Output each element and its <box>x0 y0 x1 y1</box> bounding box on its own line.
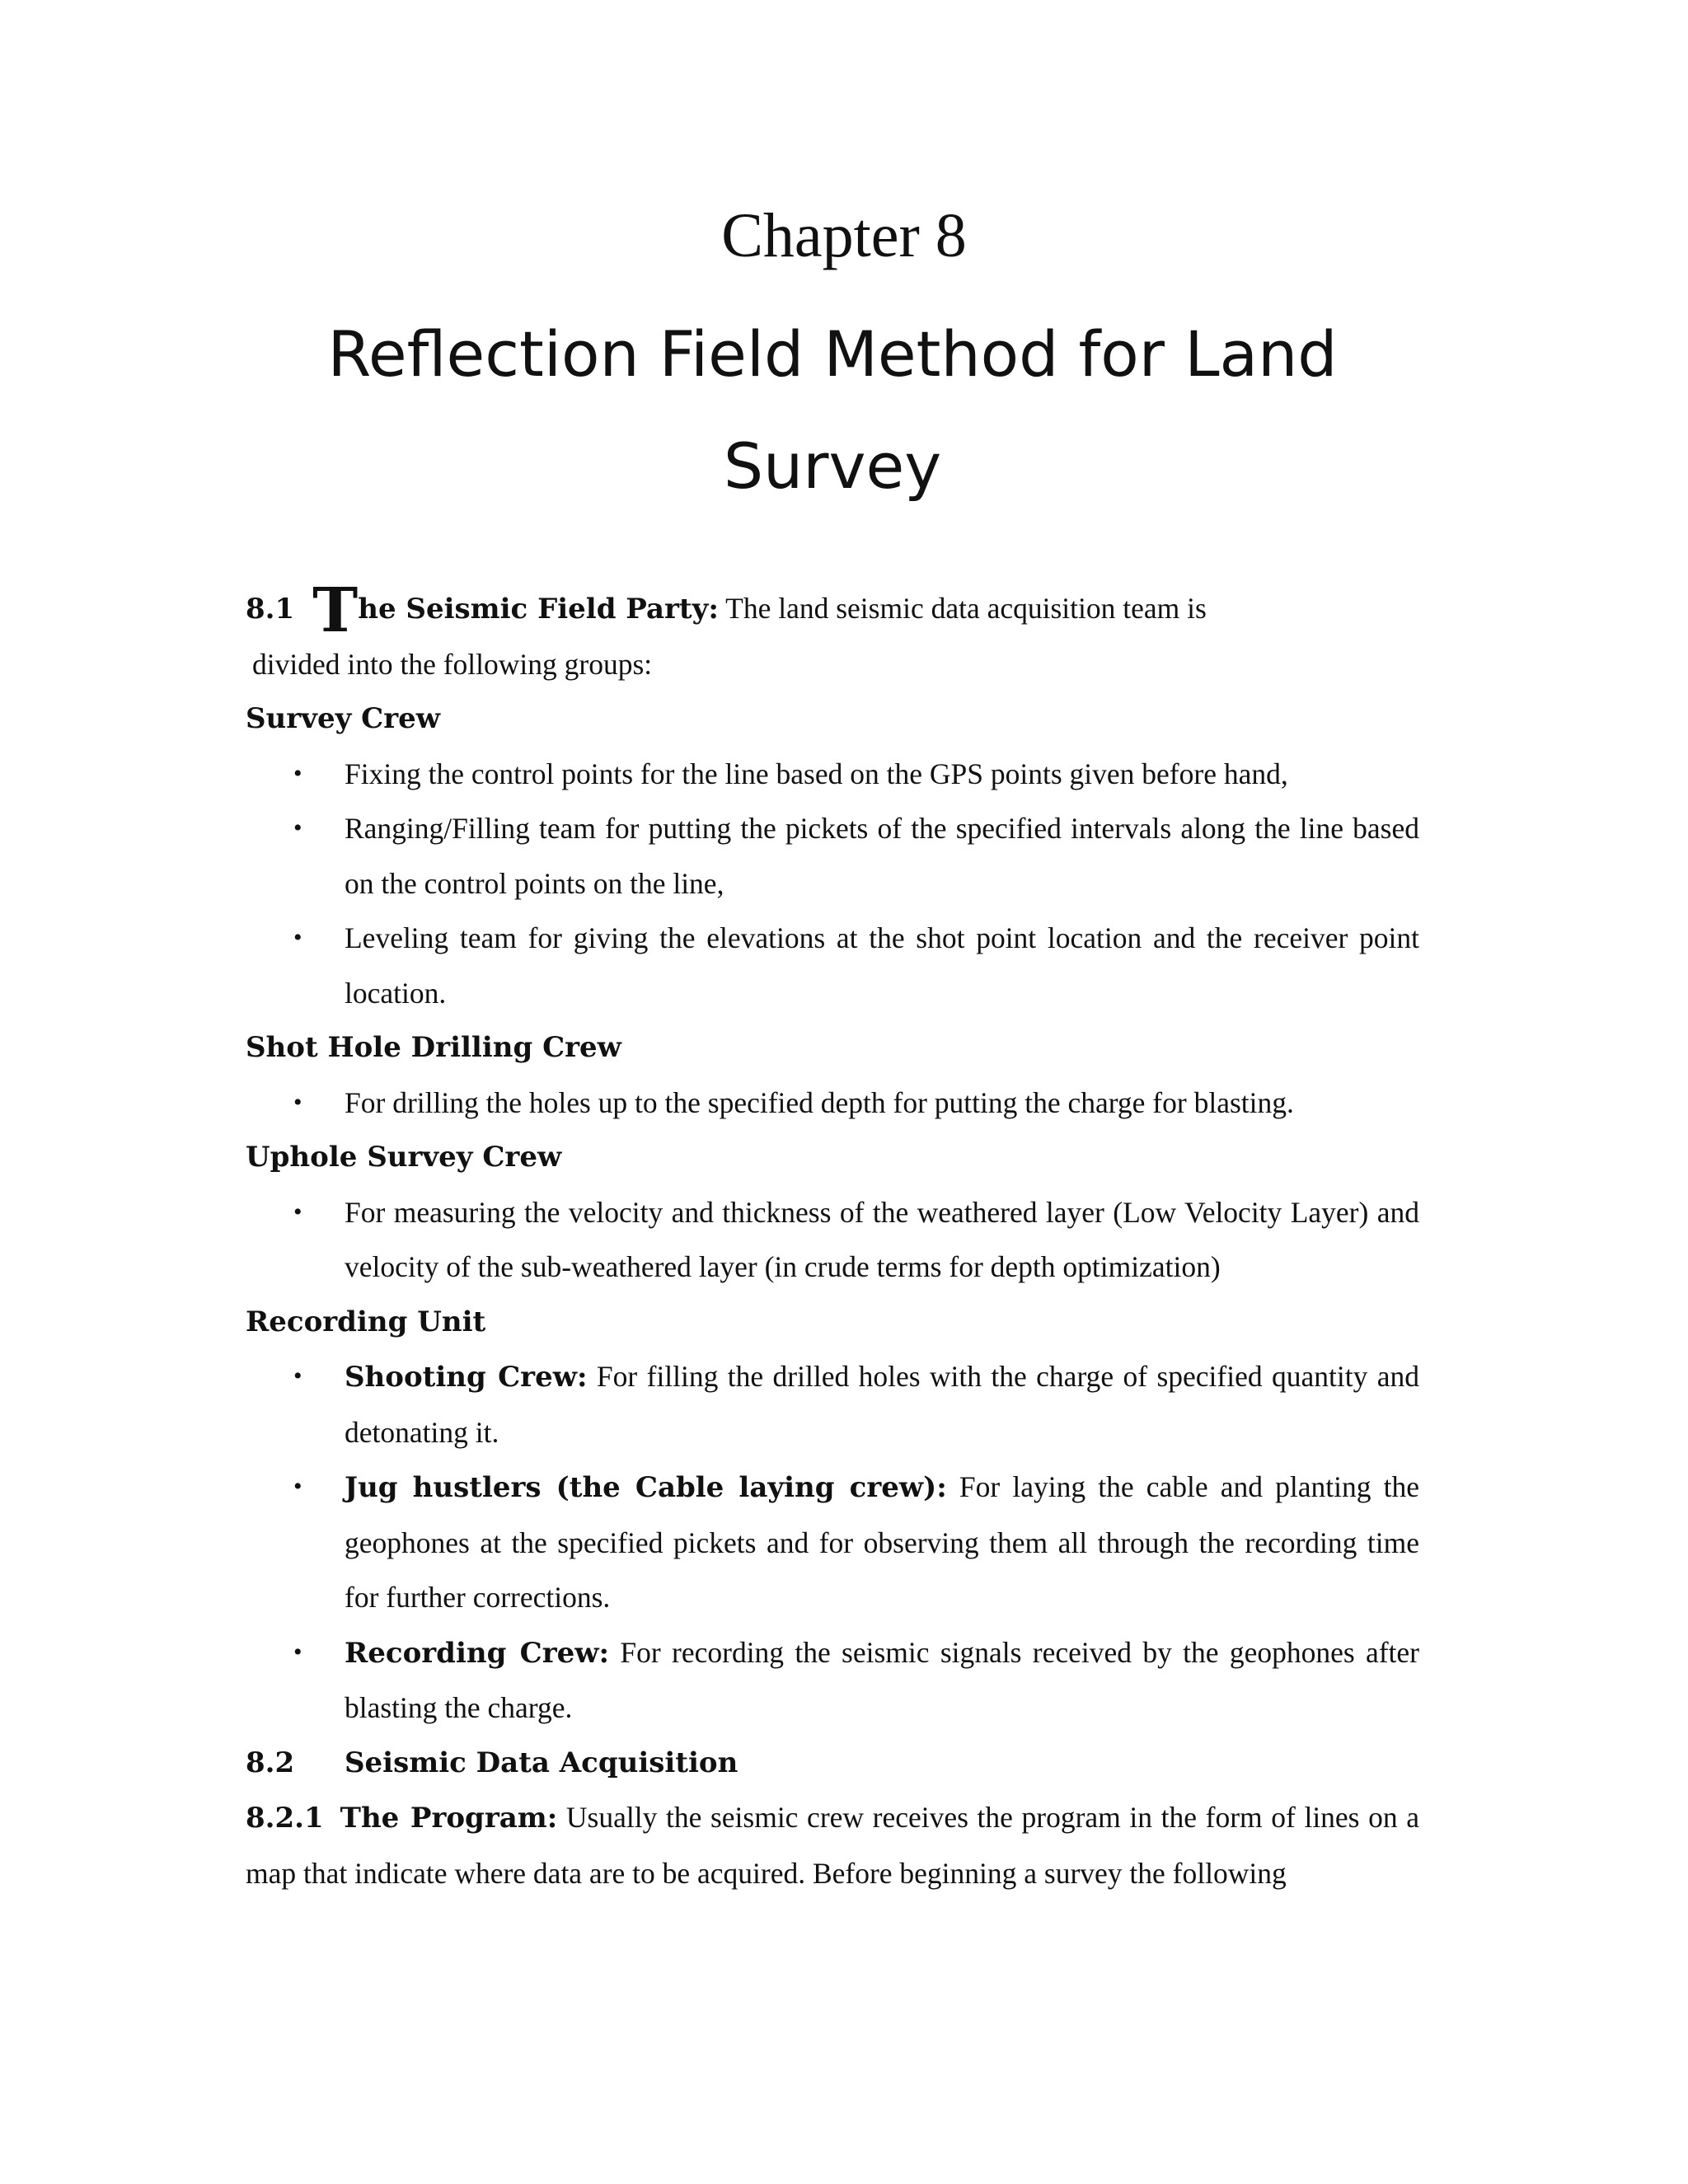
drop-cap: T <box>312 575 359 646</box>
bullet-icon: • <box>293 1362 302 1390</box>
item-label: Recording Crew: <box>345 1636 610 1670</box>
list-item: • For drilling the holes up to the specified depth for putting the charge for blasting. <box>246 1076 1419 1131</box>
subheading-shot-hole-drilling-crew: Shot Hole Drilling Crew <box>246 1031 621 1064</box>
bullet-icon: • <box>293 1638 302 1666</box>
subheading-recording-unit: Recording Unit <box>246 1305 486 1338</box>
body-text <box>246 575 1420 1900</box>
list-item: • Jug hustlers (the Cable laying crew): For laying the cable and planting the geophones at the specified pickets and for observing them all through the recording time for further corrections. <box>246 1460 1419 1625</box>
section-8-2-1-paragraph <box>246 1790 1419 1900</box>
recording-unit-list <box>246 1349 1419 1736</box>
bullet-icon: • <box>293 924 302 951</box>
section-number: 8.2.1 <box>246 1802 324 1835</box>
list-item: • Leveling team for giving the elevations at the shot point location and the receiver point location. <box>246 911 1419 1020</box>
section-title: The Program: <box>340 1802 558 1835</box>
section-number: 8.1 <box>246 593 295 626</box>
section-8-1-intro-cont: divided into the following groups: <box>252 647 653 681</box>
section-title: Seismic Data Acquisition <box>345 1746 738 1779</box>
list-item: • Shooting Crew: For filling the drilled holes with the charge of specified quantity and detonating it. <box>246 1349 1419 1460</box>
paragraph-text: Usually the seismic crew receives the program in the form of lines on a map that indicate where data are to be acquired. Before beginning a survey the following <box>246 1801 1419 1890</box>
list-item: • Ranging/Filling team for putting the pickets of the specified intervals along the line based on the control points on the line, <box>246 801 1419 911</box>
item-label: Jug hustlers (the Cable laying crew): <box>345 1471 947 1504</box>
section-intro-text: The land seismic data acquisition team is <box>718 592 1207 625</box>
subheading-survey-crew: Survey Crew <box>246 702 441 735</box>
subheading-uphole-survey-crew: Uphole Survey Crew <box>246 1141 562 1174</box>
bullet-icon: • <box>293 814 302 841</box>
bullet-icon: • <box>293 1473 302 1500</box>
item-label: Shooting Crew: <box>345 1361 588 1394</box>
survey-crew-list <box>246 747 1419 1021</box>
chapter-label: Chapter 8 <box>721 201 967 270</box>
list-item: • For measuring the velocity and thickness of the weathered layer (Low Velocity Layer) and velocity of the sub-weathered layer (in crude terms for depth optimization) <box>246 1185 1419 1295</box>
section-title: he Seismic Field Party: <box>358 593 719 626</box>
chapter-title: Reflection Field Method for Land Survey <box>327 317 1338 503</box>
section-8-2-heading <box>246 1736 1419 1791</box>
bullet-icon: • <box>293 1088 302 1116</box>
list-item: • Recording Crew: For recording the seismic signals received by the geophones after blasting the charge. <box>246 1625 1419 1736</box>
list-item: • Fixing the control points for the line based on the GPS points given before hand, <box>246 747 1419 802</box>
uphole-list <box>246 1185 1419 1295</box>
bullet-icon: • <box>293 1197 302 1226</box>
section-number: 8.2 <box>246 1746 295 1779</box>
section-8-1-intro <box>246 575 1419 646</box>
bullet-icon: • <box>293 759 302 787</box>
shot-hole-list <box>246 1076 1419 1131</box>
